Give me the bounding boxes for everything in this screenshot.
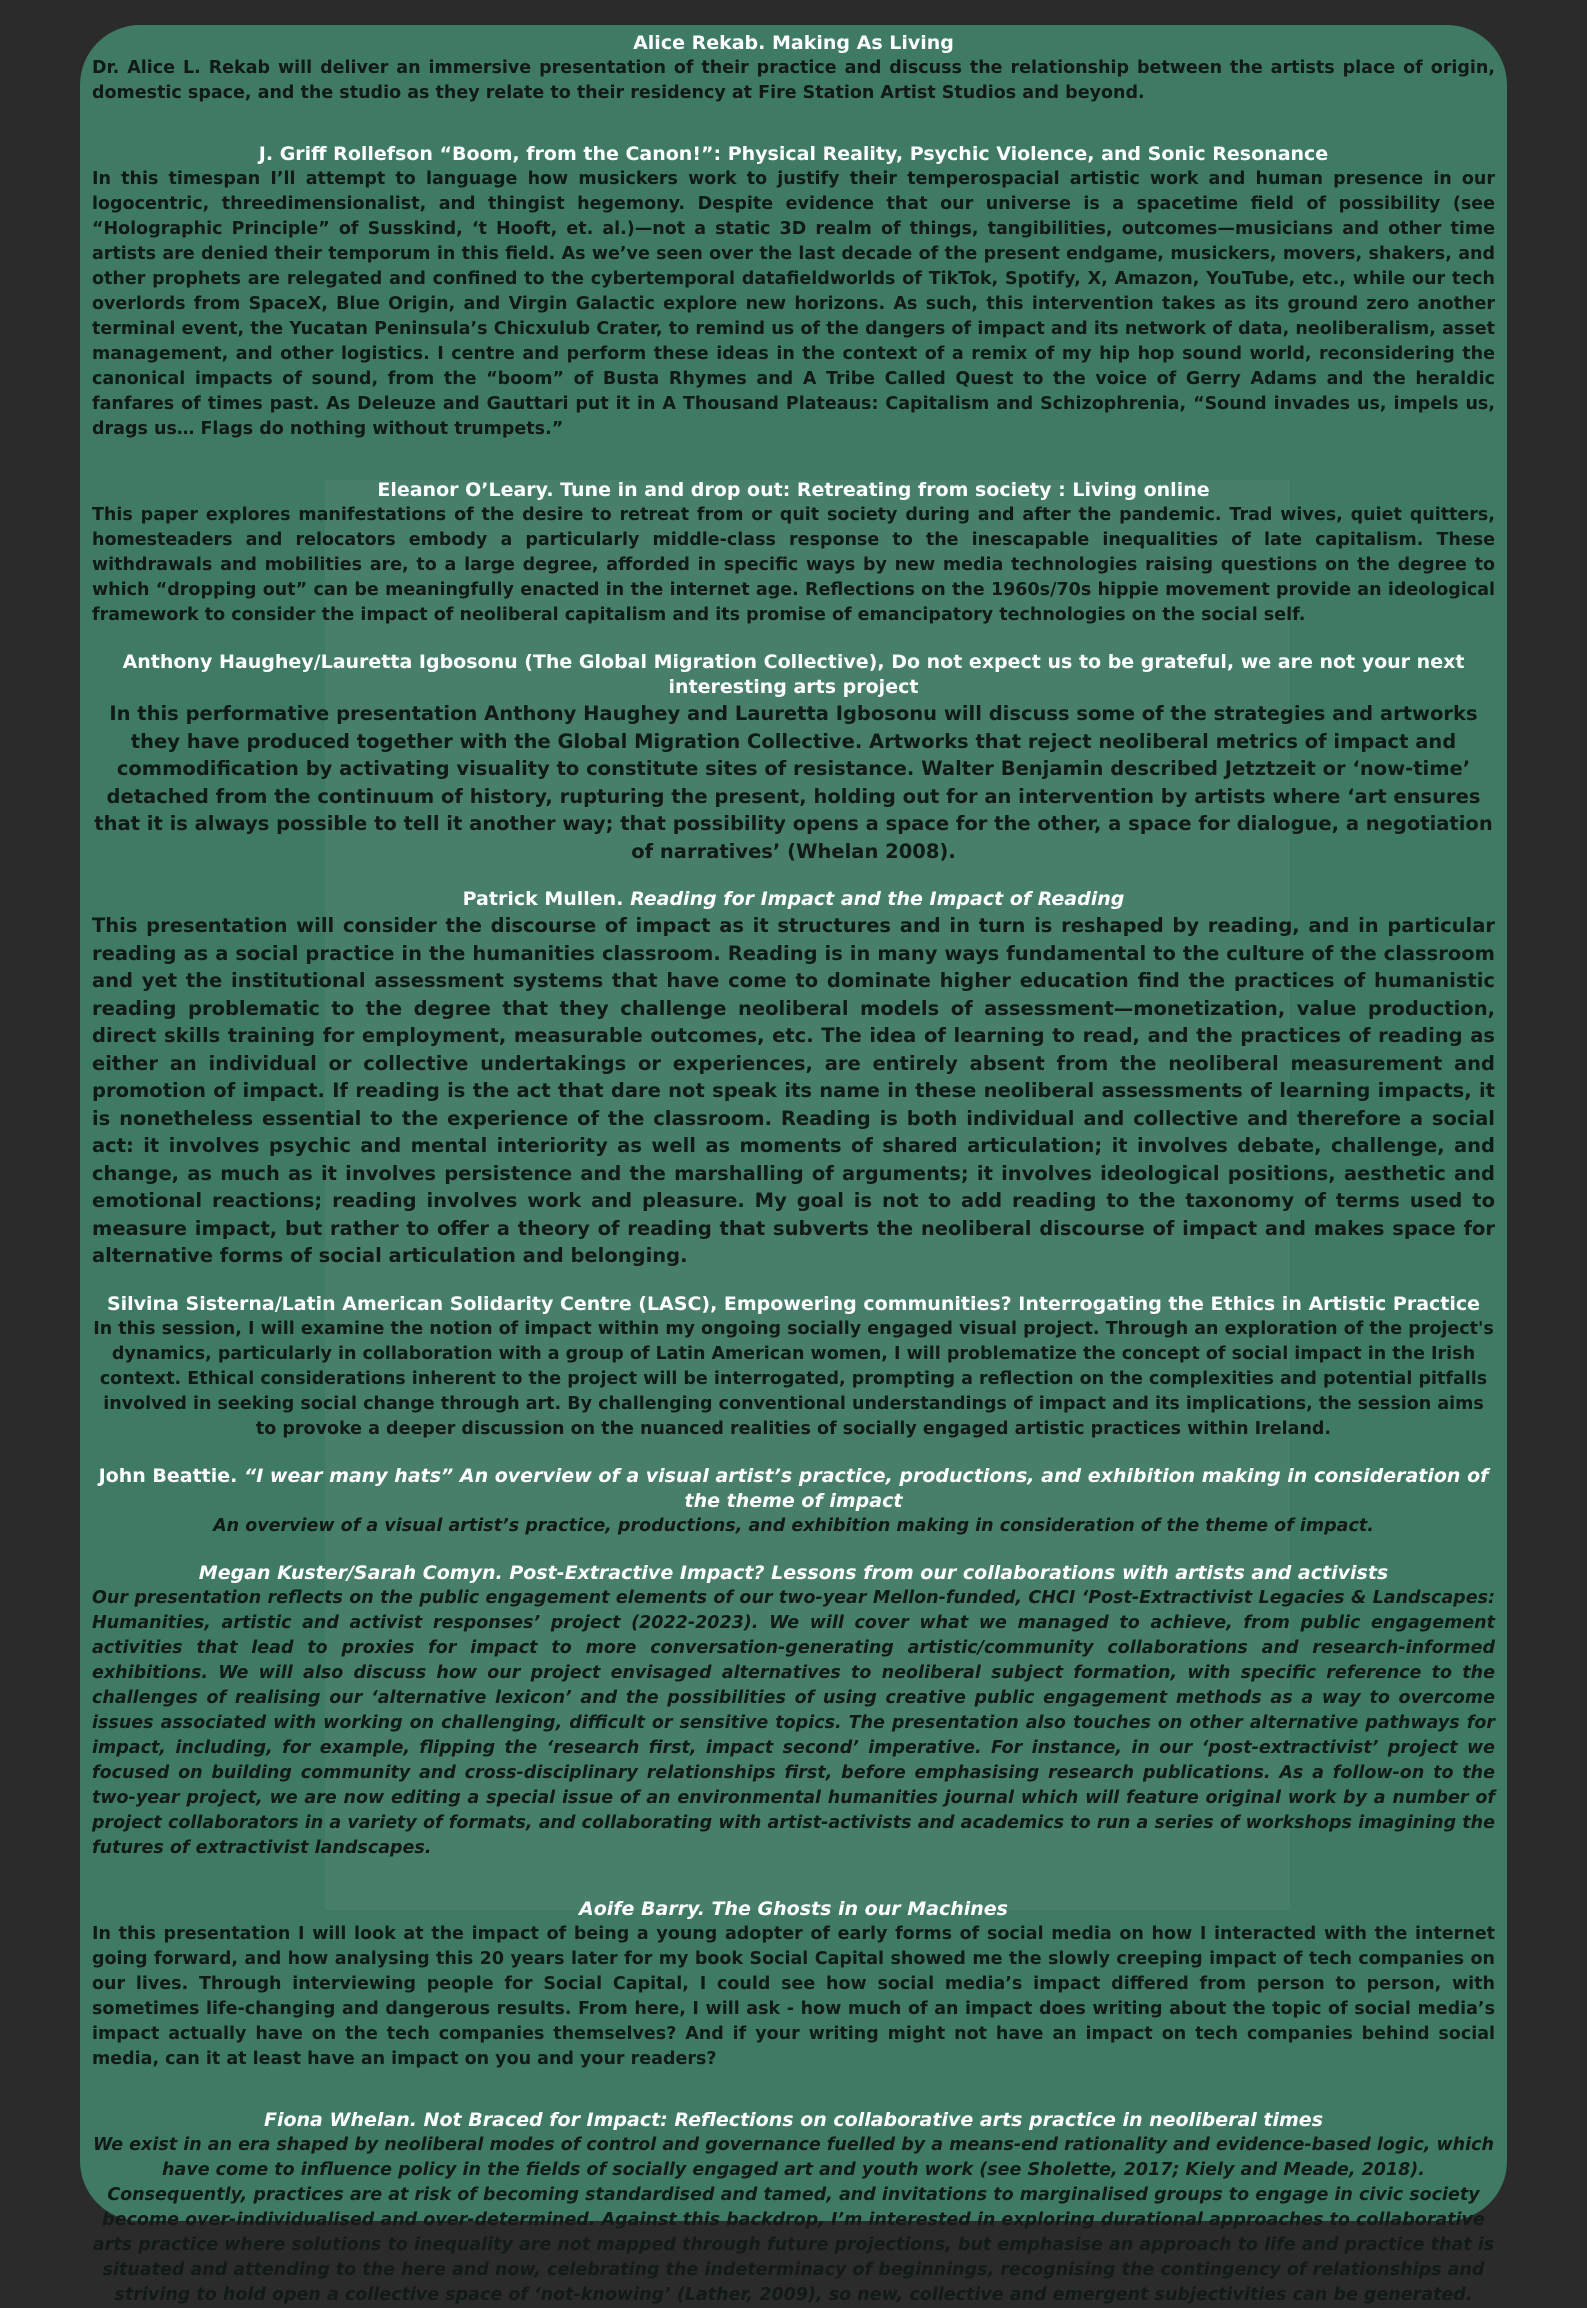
entry-body: In this session, I will examine the notion of impact within my ongoing socially engaged visual project. Through an exploration of the project's dynamics, particularly in collaboration with a group of Latin American women, I will problematize the concept of social impact in the Irish context. Ethical considerations inherent to the project will be interrogated, prompting a reflection on the complexities and potential pitfalls involved in seeking social change through art. By challenging conventional understandings of impact and its implications, the session aims to provoke a deeper discussion on the nuanced realities of socially engaged artistic practices within Ireland. [93, 1318, 1494, 1439]
entry-eleanor-oleary [92, 478, 1495, 628]
entry-global-migration-collective [92, 650, 1495, 865]
entry-title [92, 1464, 1495, 1514]
entry-kuster-comyn [92, 1561, 1495, 1861]
entry-patrick-mullen [92, 887, 1495, 1270]
entry-title: Silvina Sisterna/Latin American Solidarity Centre (LASC), Empowering communities? Interrogating the Ethics in Artistic Practice [106, 1292, 1481, 1315]
entry-title: Aoife Barry. The Ghosts in our Machines [578, 1897, 1008, 1920]
entry-body: This presentation will consider the discourse of impact as it structures and in turn is reshaped by reading, and in particular reading as a social practice in the humanities classroom. Reading is in many ways fundamental to the culture of the classroom and yet the institutional assessment systems that have come to dominate higher education find the practices of humanistic reading problematic to the degree that they challenge neoliberal models of assessment—monetization, value production, direct skills training for employment, measurable outcomes, etc. The idea of learning to read, and the practices of reading as either an individual or collective undertakings or experiences, are entirely absent from the neoliberal measurement and promotion of impact. If reading is the act that dare not speak its name in these neoliberal assessments of learning impacts, it is nonetheless essential to the experience of the classroom. Reading is both individual and collective and therefore a social act: it involves psychic and mental interiority as well as moments of shared articulation; it involves debate, challenge, and change, as much as it involves persistence and the marshalling of arguments; it involves ideological positions, aesthetic and emotional reactions; reading involves work and pleasure. My goal is not to add reading to the taxonomy of terms used to measure impact, but rather to offer a theory of reading that subverts the neoliberal discourse of impact and makes space for alternative forms of social articulation and belonging. [92, 914, 1495, 1267]
entry-aoife-barry [92, 1897, 1495, 2072]
entry-silvina-sisterna [92, 1292, 1495, 1442]
entry-fiona-whelan [92, 2108, 1495, 2308]
entry-body: We exist in an era shaped by neoliberal modes of control and governance fuelled by a means-end rationality and evidence-based logic, which have come to influence policy in the fields of socially engaged art and youth work (see Sholette, 2017; Kiely and Meade, 2018). Consequently, practices are at risk of becoming standardised and tamed, and invitations to marginalised groups to engage in civic society become over-individualised and over-determined. Against this backdrop, I’m interested in exploring durational approaches to collaborative arts practice where solutions to inequality are not mapped through future projections, but emphasise an approach to life and practice that is situated and attending to the here and now, celebrating the indeterminacy of beginnings, recognising the contingency of relationships and striving to hold open a collective space of ‘not-knowing’ (Lather, 2009), so new, collective and emergent subjectivities can be generated. [92, 2134, 1495, 2305]
entry-body: Dr. Alice L. Rekab will deliver an immersive presentation of their practice and discuss the relationship between the artists place of origin, domestic space, and the studio as they relate to their residency at Fire Station Artist Studios and beyond. [92, 58, 1495, 103]
entry-body: In this presentation I will look at the impact of being a young adopter of early forms of social media on how I interacted with the internet going forward, and how analysing this 20 years later for my book Social Capital showed me the slowly creeping impact of tech companies on our lives. Through interviewing people for Social Capital, I could see how social media’s impact differed from person to person, with sometimes life-changing and dangerous results. From here, I will ask - how much of an impact does writing about the topic of social media’s impact actually have on the tech companies themselves? And if your writing might not have an impact on tech companies behind social media, can it at least have an impact on you and your readers? [92, 1923, 1495, 2069]
entry-title-work: Reading for Impact and the Impact of Reading [630, 888, 1125, 910]
abstracts-list [92, 31, 1495, 2308]
entry-title-name: Patrick Mullen. [462, 888, 624, 910]
entry-alice-rekab [92, 31, 1495, 106]
entry-body: An overview of a visual artist’s practice, productions, and exhibition making in consideration of the theme of impact. [213, 1515, 1374, 1536]
entry-title: Megan Kuster/Sarah Comyn. Post-Extractive Impact? Lessons from our collaborations with artists and activists [198, 1561, 1389, 1584]
entry-griff-rollefson [92, 142, 1495, 442]
programme-card [80, 25, 1507, 2305]
entry-body: In this performative presentation Anthony Haughey and Lauretta Igbosonu will discuss some of the strategies and artworks they have produced together with the Global Migration Collective. Artworks that reject neoliberal metrics of impact and commodification by activating visuality to constitute sites of resistance. Walter Benjamin described Jetztzeit or ‘now-time’ detached from the continuum of history, rupturing the present, holding out for an intervention by artists where ‘art ensures that it is always possible to tell it another way; that possibility opens a space for the other, a space for dialogue, a negotiation of narratives’ (Whelan 2008). [94, 702, 1493, 863]
entry-title-work: “I wear many hats” An overview of a visual artist’s practice, productions, and exhibition making in consideration of the theme of impact [244, 1464, 1489, 1512]
entry-body: In this timespan I’ll attempt to language how musickers work to justify their temperospacial artistic work and human presence in our logocentric, threedimensionalist, and thingist hegemony. Despite evidence that our universe is a spacetime field of possibility (see “Holographic Principle” of Susskind, ‘t Hooft, et. al.)—not a static 3D realm of things, tangibilities, outcomes—musicians and other time artists are denied their temporum in this field. As we’ve seen over the last decade of the present endgame, musickers, movers, shakers, and other prophets are relegated and confined to the cybertemporal datafieldworlds of TikTok, Spotify, X, Amazon, YouTube, etc., while our tech overlords from SpaceX, Blue Origin, and Virgin Galactic explore new horizons. As such, this intervention takes as its ground zero another terminal event, the Yucatan Peninsula’s Chicxulub Crater, to remind us of the dangers of impact and its network of data, neoliberalism, asset management, and other logistics. I centre and perform these ideas in the context of a remix of my hip hop sound world, reconsidering the canonical impacts of sound, from the “boom” of Busta Rhymes and A Tribe Called Quest to the voice of Gerry Adams and the heraldic fanfares of times past. As Deleuze and Gauttari put it in A Thousand Plateaus: Capitalism and Schizophrenia, “Sound invades us, impels us, drags us… Flags do nothing without trumpets.” [92, 169, 1495, 439]
entry-title: Eleanor O’Leary. Tune in and drop out: Retreating from society : Living online [377, 479, 1210, 501]
entry-title: Alice Rekab. Making As Living [633, 32, 954, 54]
entry-body: This paper explores manifestations of the desire to retreat from or quit society during and after the pandemic. Trad wives, quiet quitters, homesteaders and relocators embody a particularly middle-class response to the inescapable inequalities of late capitalism. These withdrawals and mobilities are, to a large degree, afforded in specific ways by new media technologies raising questions on the degree to which “dropping out” can be meaningfully enacted in the internet age. Reflections on the 1960s/70s hippie movement provide an ideological framework to consider the impact of neoliberal capitalism and its promise of emancipatory technologies on the social self. [92, 505, 1495, 625]
entry-title [92, 887, 1495, 912]
entry-title-name: John Beattie. [98, 1464, 238, 1487]
entry-title: J. Griff Rollefson “Boom, from the Canon!”: Physical Reality, Psychic Violence, and Sonic Resonance [258, 143, 1329, 165]
entry-body: Our presentation reflects on the public engagement elements of our two-year Mellon-funded, CHCI ‘Post-Extractivist Legacies & Landscapes: Humanities, artistic and activist responses’ project (2022-2023). We will cover what we managed to achieve, from public engagement activities that lead to proxies for impact to more conversation-generating artistic/community collaborations and research-informed exhibitions. We will also discuss how our project envisaged alternatives to neoliberal subject formation, with specific reference to the challenges of realising our ‘alternative lexicon’ and the possibilities of using creative public engagement methods as a way to overcome issues associated with working on challenging, difficult or sensitive topics. The presentation also touches on other alternative pathways for impact, including, for example, flipping the ‘research first, impact second’ imperative. For instance, in our ‘post-extractivist’ project we focused on building community and cross-disciplinary relationships first, before emphasising research publications. As a follow-on to the two-year project, we are now editing a special issue of an environmental humanities journal which will feature original work by a number of project collaborators in a variety of formats, and collaborating with artist-activists and academics to run a series of workshops imagining the futures of extractivist landscapes. [92, 1587, 1495, 1858]
entry-title: Anthony Haughey/Lauretta Igbosonu (The Global Migration Collective), Do not expect us to be grateful, we are not your next interesting arts project [122, 651, 1465, 698]
entry-john-beattie [92, 1464, 1495, 1539]
entry-title: Fiona Whelan. Not Braced for Impact: Reflections on collaborative arts practice in neoliberal times [263, 2108, 1324, 2131]
